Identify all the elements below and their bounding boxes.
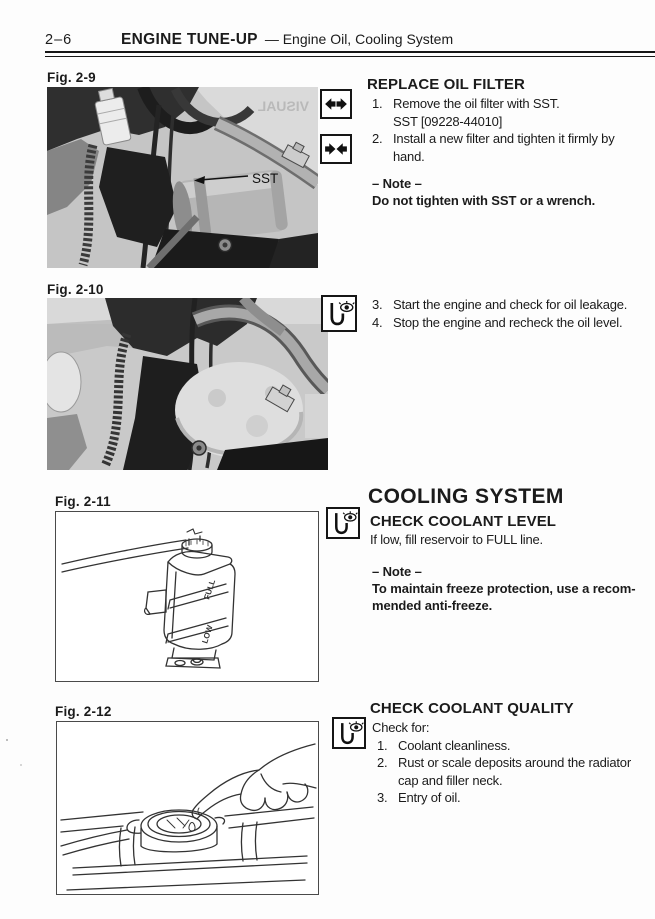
quality-item-1: 1. Coolant cleanliness. (377, 737, 511, 753)
scan-speck (20, 764, 22, 766)
quality-item-2-line-2: cap and filler neck. (398, 772, 503, 788)
step-3: 3. Start the engine and check for oil leakage. (372, 297, 628, 312)
figure-2-11-label: Fig. 2-11 (55, 494, 111, 509)
side-bracket (146, 590, 166, 614)
quality-intro: Check for: (372, 720, 430, 735)
install-arrows-together-icon (320, 134, 352, 164)
strap-lower (166, 618, 228, 643)
overflow-hose (61, 830, 129, 855)
radiator-rib (242, 822, 258, 861)
oil-note-body: Do not tighten with SST or a wrench. (372, 193, 596, 208)
coolant-note-line-2: mended anti-freeze. (372, 598, 493, 613)
step-1-line-2: SST [09228-44010] (393, 113, 503, 129)
replace-oil-filter-heading: REPLACE OIL FILTER (367, 76, 525, 93)
quality-item-2: 2. Rust or scale deposits around the radiator (377, 755, 631, 770)
header-rule-thin (45, 56, 655, 57)
inspect-icon (326, 507, 360, 539)
section-title: ENGINE TUNE-UP (121, 31, 258, 48)
coolant-quality-list (372, 719, 631, 807)
oil-note-label: – Note – (372, 176, 422, 191)
oil-check-steps (372, 296, 627, 331)
figure-2-10-photo (47, 298, 328, 470)
inspect-icon (321, 295, 357, 332)
step-1: 1. Remove the oil filter with SST. (372, 96, 560, 111)
cooling-system-heading: COOLING SYSTEM (368, 485, 564, 508)
figure-2-9-photo (47, 87, 318, 268)
coolant-note-line-1: To maintain freeze protection, use a recom- (372, 581, 636, 596)
bleedthrough-text: VISUAL (257, 98, 309, 114)
sst-callout: SST (252, 171, 279, 186)
check-coolant-quality-heading: CHECK COOLANT QUALITY (370, 700, 574, 717)
check-coolant-level-body: If low, fill reservoir to FULL line. (370, 532, 543, 547)
oil-filter-steps (372, 95, 615, 165)
scan-speck (6, 739, 8, 741)
figure-2-9-label: Fig. 2-9 (47, 70, 96, 85)
quality-item-3: 3. Entry of oil. (377, 790, 461, 805)
coolant-note-label: – Note – (372, 564, 422, 579)
figure-2-11-drawing (55, 511, 319, 682)
inspect-icon (332, 717, 366, 749)
coolant-drop (189, 823, 195, 832)
strap-upper (168, 584, 228, 609)
step-4: 4. Stop the engine and recheck the oil level. (372, 314, 623, 330)
header-rule-thick (45, 51, 655, 53)
reservoir-tank (168, 551, 232, 574)
step-2: 2. Install a new filter and tighten it firmly by (372, 131, 615, 146)
check-coolant-level-heading: CHECK COOLANT LEVEL (370, 513, 557, 530)
full-mark: FULL (202, 578, 218, 601)
page-number: 2–6 (45, 32, 73, 48)
low-mark: LOW (200, 624, 215, 645)
remove-arrows-apart-icon (320, 89, 352, 119)
hand-outline (192, 744, 316, 819)
section-subtitle: — Engine Oil, Cooling System (264, 31, 454, 47)
header-line (121, 31, 453, 49)
figure-2-12-drawing (56, 721, 319, 895)
figure-2-12-label: Fig. 2-12 (55, 704, 112, 719)
figure-2-10-label: Fig. 2-10 (47, 282, 104, 297)
step-2-line-2: hand. (393, 148, 425, 164)
